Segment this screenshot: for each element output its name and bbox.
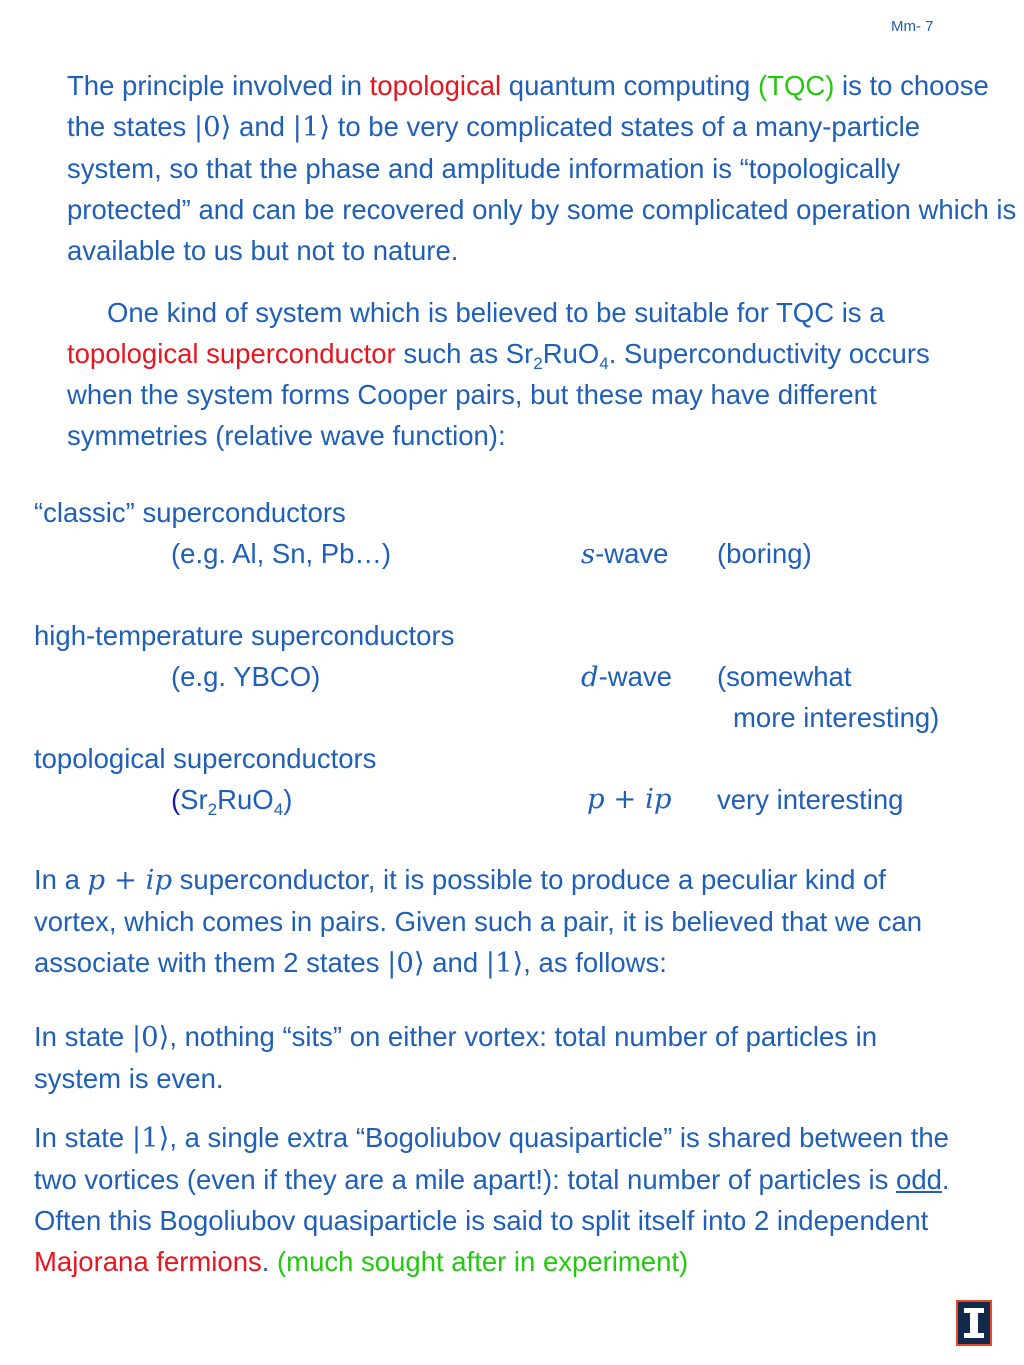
text: RuO xyxy=(217,784,274,815)
ket-zero: |0⟩ xyxy=(193,111,232,143)
text: Sr xyxy=(180,784,208,815)
text: such as Sr xyxy=(395,338,534,369)
university-logo-icon xyxy=(956,1300,992,1346)
hightemp-comment-2: more interesting) xyxy=(733,702,940,733)
subscript: 4 xyxy=(273,799,284,819)
highlight-tqc: (TQC) xyxy=(757,70,835,101)
odd-underlined: odd xyxy=(896,1164,942,1195)
topo-symmetry: p + ip xyxy=(587,783,672,815)
classic-example: (e.g. Al, Sn, Pb…) xyxy=(171,538,392,569)
text: , as follows: xyxy=(523,947,667,978)
text: superconductor, it is possible to produce a peculiar kind of vortex, which comes in pairs. Given such a pair, it is believed that we can associate with them 2 states xyxy=(34,864,923,978)
text: and xyxy=(231,111,293,142)
text: quantum computing xyxy=(501,70,758,101)
highlight-topological: topological xyxy=(369,70,502,101)
paren: ) xyxy=(283,784,293,815)
symmetry-text: -wave xyxy=(598,661,672,692)
ket-one: |1⟩ xyxy=(292,111,331,143)
vortex-paragraph xyxy=(34,859,934,984)
text: The principle involved in xyxy=(67,70,370,101)
text: and xyxy=(424,947,486,978)
text: , nothing “sits” on either vortex: total number of particles in system is even. xyxy=(34,1021,878,1094)
classic-comment: (boring) xyxy=(717,538,812,569)
symmetry-math: d xyxy=(581,661,599,693)
hightemp-heading: high-temperature superconductors xyxy=(34,620,455,651)
text: In a xyxy=(34,864,88,895)
topo-example xyxy=(171,779,292,820)
classic-symmetry xyxy=(581,533,668,575)
text: . Often this Bogoliubov quasiparticle is said to split itself into 2 independent xyxy=(34,1164,950,1236)
ket-one: |1⟩ xyxy=(485,947,524,979)
text: In state xyxy=(34,1021,132,1052)
state-zero-paragraph xyxy=(34,1016,934,1099)
subscript: 2 xyxy=(207,799,218,819)
topo-comment: very interesting xyxy=(717,784,904,815)
text: In state xyxy=(34,1122,132,1153)
highlight-topological-superconductor: topological superconductor xyxy=(67,338,396,369)
text: . Superconductivity occurs when the system forms Cooper pairs, but these may have different symmetries (relative wave function): xyxy=(67,338,930,451)
classic-heading: “classic” superconductors xyxy=(34,497,346,528)
ket-zero: |0⟩ xyxy=(131,1021,170,1053)
topo-heading: topological superconductors xyxy=(34,743,377,774)
paren: ( xyxy=(171,784,181,815)
text: is to choose the states xyxy=(67,70,989,142)
text: RuO xyxy=(542,338,600,369)
subscript: 2 xyxy=(533,353,543,373)
highlight-majorana: Majorana fermions xyxy=(34,1246,262,1277)
text: to be very complicated states of a many-particle system, so that the phase and amplitude information is “topologically protected” and can be recovered only by some complicated operation which is available to us but not to nature. xyxy=(67,111,1017,266)
subscript: 4 xyxy=(599,353,609,373)
text: , a single extra “Bogoliubov quasiparticle” is shared between the two vortices (even if they are a mile apart!): total number of particles is xyxy=(34,1122,949,1195)
text: . xyxy=(261,1246,278,1277)
system-paragraph xyxy=(67,292,987,456)
highlight-experiment: (much sought after in experiment) xyxy=(277,1246,689,1277)
ket-zero: |0⟩ xyxy=(387,947,425,979)
hightemp-example: (e.g. YBCO) xyxy=(171,661,321,692)
slide-number: Mm- 7 xyxy=(891,18,934,35)
state-one-paragraph xyxy=(34,1117,954,1282)
logo-i-icon xyxy=(958,1302,990,1344)
hightemp-comment-1: (somewhat xyxy=(717,661,852,692)
symmetry-text: -wave xyxy=(595,538,669,569)
text: One kind of system which is believed to be suitable for TQC is a xyxy=(107,297,885,328)
p-ip-math: p + ip xyxy=(87,864,173,896)
intro-paragraph xyxy=(67,65,1017,271)
ket-one: |1⟩ xyxy=(131,1122,170,1154)
hightemp-symmetry xyxy=(581,656,672,698)
symmetry-math: s xyxy=(581,538,596,570)
